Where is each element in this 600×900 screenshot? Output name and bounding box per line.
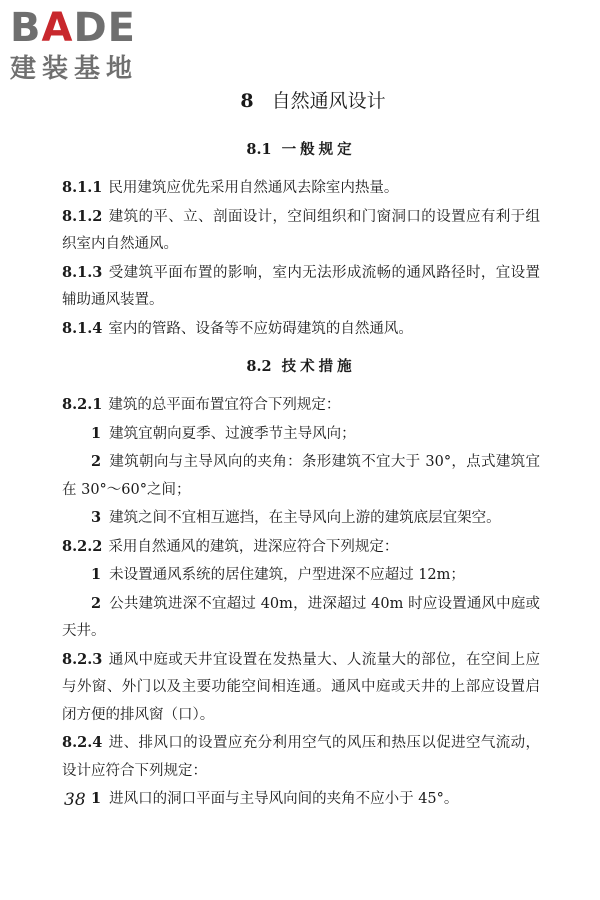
list-item-number: 2 (91, 594, 102, 612)
list-item-number: 1 (91, 424, 102, 442)
list-item-number: 1 (91, 566, 102, 583)
chapter-title: 自然通风设计 (271, 90, 386, 112)
clause-paragraph (62, 174, 540, 203)
list-item-text: 公共建筑进深不宜超过 40m，进深超过 40m 时应设置通风中庭或天井。 (62, 595, 540, 639)
chapter-number: 8 (240, 90, 254, 112)
clause-number: 8.1.4 (62, 319, 103, 337)
logo-letter-a: A (41, 5, 74, 51)
clause-number: 8.2.2 (62, 537, 103, 555)
section-title: 一般规定 (281, 141, 356, 158)
clause-text: 民用建筑应优先采用自然通风去除室内热量。 (108, 180, 399, 196)
list-item-text: 建筑之间不宜相互遮挡，在主导风向上游的建筑底层宜架空。 (109, 510, 501, 526)
section-title: 技术措施 (281, 358, 356, 375)
document-body (62, 86, 540, 814)
clause-number: 8.1.3 (62, 263, 103, 281)
clause-paragraph (62, 533, 540, 562)
list-item (62, 785, 540, 814)
clause-text: 进、排风口的设置应充分利用空气的风压和热压以促进空气流动，设计应符合下列规定： (62, 735, 540, 779)
list-item (62, 504, 540, 533)
section-spacer (62, 343, 540, 355)
section-number: 8.1 (246, 141, 272, 158)
list-item-text: 未设置通风系统的居住建筑，户型进深不应超过 12m； (109, 567, 465, 583)
clause-text: 采用自然通风的建筑，进深应符合下列规定： (108, 538, 399, 555)
logo (10, 6, 185, 86)
clause-paragraph (62, 203, 540, 259)
clause-text: 室内的管路、设备等不应妨碍建筑的自然通风。 (108, 320, 413, 337)
logo-wordmark (10, 6, 185, 50)
list-item-text: 建筑宜朝向夏季、过渡季节主导风向； (109, 425, 356, 442)
list-item (62, 448, 540, 504)
clause-number: 8.2.1 (62, 396, 103, 413)
clause-number: 8.2.4 (62, 734, 103, 751)
list-item (62, 561, 540, 590)
clause-text: 建筑的平、立、剖面设计，空间组织和门窗洞口的设置应有利于组织室内自然通风。 (62, 208, 540, 252)
page-number: 38 (64, 790, 86, 810)
clause-paragraph (62, 391, 540, 420)
list-item-text: 进风口的洞口平面与主导风向间的夹角不应小于 45°。 (109, 791, 459, 807)
list-item (62, 420, 540, 449)
list-item (62, 590, 540, 646)
clause-text: 受建筑平面布置的影响，室内无法形成流畅的通风路径时，宜设置辅助通风装置。 (62, 264, 540, 308)
logo-subtitle: 建装基地 (10, 54, 139, 84)
clause-number: 8.1.2 (62, 207, 103, 225)
logo-letter-b: B (10, 5, 42, 51)
clause-paragraph (62, 729, 540, 785)
clause-paragraph (62, 259, 540, 315)
section-number: 8.2 (246, 358, 272, 375)
section-heading (62, 138, 540, 162)
clause-text: 建筑的总平面布置宜符合下列规定： (108, 397, 341, 413)
section-heading (62, 355, 540, 379)
clause-paragraph (62, 315, 540, 344)
list-item-text: 建筑朝向与主导风向的夹角：条形建筑不宜大于 30°，点式建筑宜在 30°～60°之间； (62, 454, 540, 498)
clause-text: 通风中庭或天井宜设置在发热量大、人流量大的部位，在空间上应与外窗、外门以及主要功能空间相连通。通风中庭或天井的上部应设置启闭方便的排风窗（口）。 (62, 651, 540, 723)
clause-number: 8.1.1 (62, 179, 103, 196)
chapter-heading (86, 86, 540, 116)
list-item-number: 3 (91, 509, 102, 526)
clause-number: 8.2.3 (62, 650, 103, 668)
clause-paragraph (62, 646, 540, 730)
list-item-number: 2 (91, 453, 102, 470)
logo-letters-de: DE (73, 5, 136, 51)
list-item-number: 1 (91, 790, 102, 807)
